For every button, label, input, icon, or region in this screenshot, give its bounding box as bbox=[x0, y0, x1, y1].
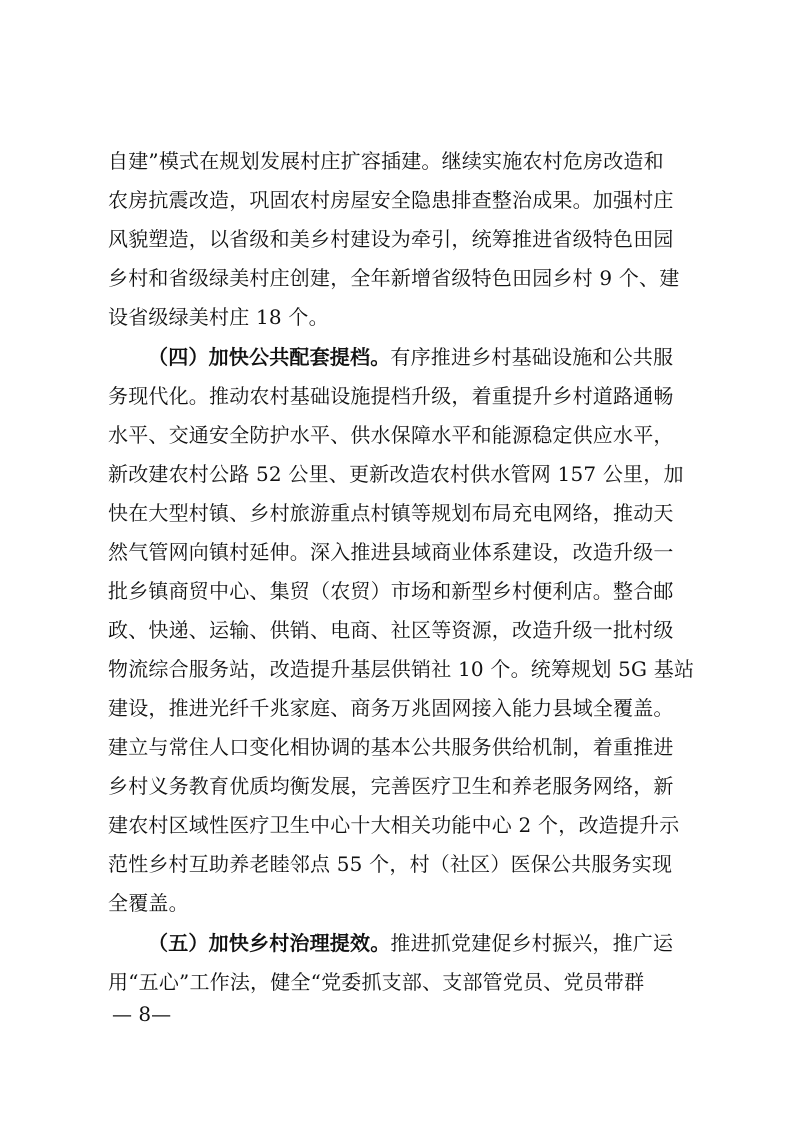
section-4-first-line bbox=[148, 343, 693, 371]
section-4-heading: （四）加快公共配套提档。 bbox=[148, 345, 391, 369]
paragraph-line: 建立与常住人口变化相协调的基本公共服务供给机制，着重推进 bbox=[108, 735, 674, 759]
paragraph-line: 务现代化。推动农村基础设施提档升级，着重提升乡村道路通畅 bbox=[108, 384, 674, 408]
paragraph-line: 物流综合服务站，改造提升基层供销社 10 个。统筹规划 5G 基站 bbox=[108, 657, 695, 681]
paragraph-line: 风貌塑造，以省级和美乡村建设为牵引，统筹推进省级特色田园 bbox=[108, 227, 674, 251]
paragraph-line: 乡村和省级绿美村庄创建，全年新增省级特色田园乡村 9 个、建 bbox=[108, 266, 680, 290]
paragraph-line: 自建”模式在规划发展村庄扩容插建。继续实施农村危房改造和 bbox=[108, 149, 664, 173]
paragraph-line: 用“五心”工作法，健全“党委抓支部、支部管党员、党员带群 bbox=[108, 970, 645, 994]
section-4-first-line-rest: 有序推进乡村基础设施和公共服 bbox=[390, 345, 674, 369]
paragraph-line: 水平、交通安全防护水平、供水保障水平和能源稳定供应水平， bbox=[108, 423, 674, 447]
paragraph-line: 政、快递、运输、供销、电商、社区等资源，改造升级一批村级 bbox=[108, 618, 674, 642]
paragraph-line: 建设，推进光纤千兆家庭、商务万兆固网接入能力县域全覆盖。 bbox=[108, 696, 674, 720]
paragraph-line: 乡村义务教育优质均衡发展，完善医疗卫生和养老服务网络，新 bbox=[108, 774, 674, 798]
section-5-heading: （五）加快乡村治理提效。 bbox=[148, 931, 391, 955]
paragraph-line: 快在大型村镇、乡村旅游重点村镇等规划布局充电网络，推动天 bbox=[108, 501, 674, 525]
paragraph-line: 农房抗震改造，巩固农村房屋安全隐患排查整治成果。加强村庄 bbox=[108, 188, 674, 212]
paragraph-line: 设省级绿美村庄 18 个。 bbox=[108, 305, 329, 329]
paragraph-line: 全覆盖。 bbox=[108, 891, 189, 915]
paragraph-line: 批乡镇商贸中心、集贸（农贸）市场和新型乡村便利店。整合邮 bbox=[108, 579, 674, 603]
section-5-first-line bbox=[148, 929, 693, 957]
paragraph-line: 建农村区域性医疗卫生中心十大相关功能中心 2 个，改造提升示 bbox=[108, 813, 680, 837]
section-5-first-line-rest: 推进抓党建促乡村振兴，推广运 bbox=[390, 931, 674, 955]
page-number: — 8— bbox=[112, 1002, 172, 1026]
paragraph-line: 范性乡村互助养老睦邻点 55 个，村（社区）医保公共服务实现 bbox=[108, 852, 673, 876]
paragraph-line: 新改建农村公路 52 公里、更新改造农村供水管网 157 公里，加 bbox=[108, 462, 684, 486]
paragraph-line: 然气管网向镇村延伸。深入推进县域商业体系建设，改造升级一 bbox=[108, 540, 674, 564]
